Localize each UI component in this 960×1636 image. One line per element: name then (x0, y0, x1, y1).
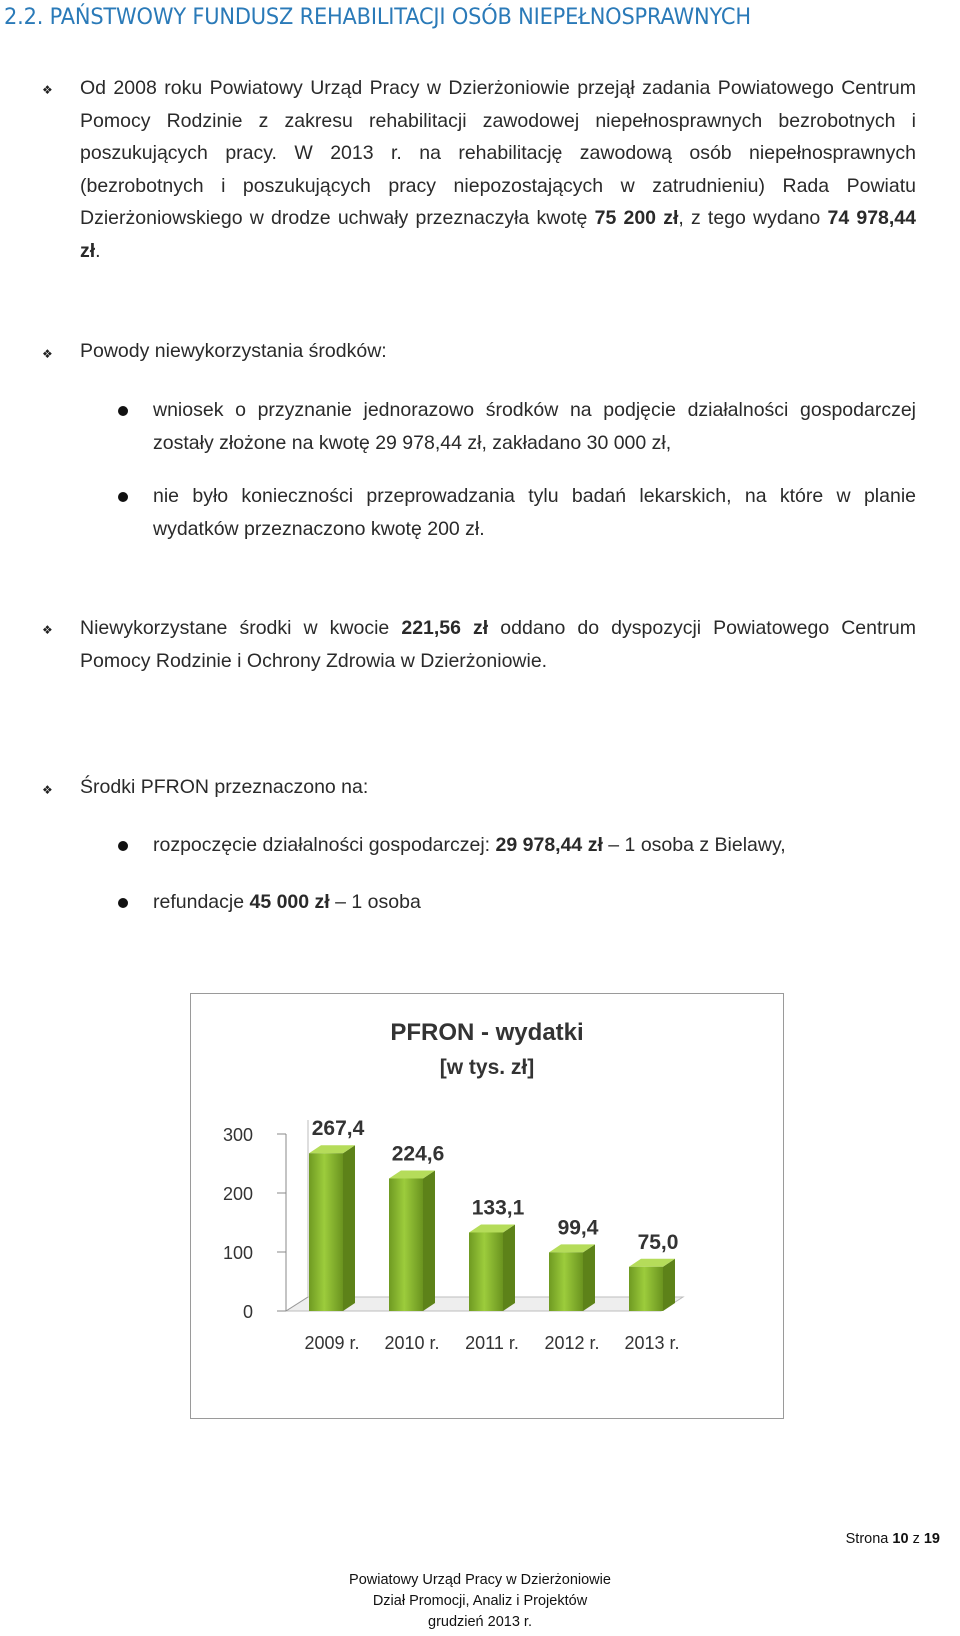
spent-amount: 74 978,44 zł (80, 207, 916, 262)
unused-text-after: oddano do dyspozycji Powiatowego Centrum Pomocy Rodzinie i Ochrony Zdrowia w Dzierżoniowie. (80, 617, 916, 672)
bar-side (343, 1145, 355, 1311)
x-tick-label: 2013 r. (624, 1333, 680, 1353)
bar-value-label: 133,1 (471, 1196, 525, 1220)
bar-side (583, 1244, 595, 1311)
bar (629, 1267, 663, 1311)
bullet-dot-icon (118, 406, 128, 416)
planned-amount: 75 200 zł (594, 207, 679, 229)
chart-subtitle: [w tys. zł] (439, 1056, 535, 1079)
x-tick-label: 2011 r. (465, 1333, 519, 1353)
allocation-title: Środki PFRON przeznaczono na: (80, 776, 369, 798)
x-axis-labels (304, 1333, 679, 1353)
intro-text-middle: , z tego wydano (678, 207, 828, 229)
bar-value-label: 267,4 (311, 1117, 365, 1141)
intro-text-end: . (95, 239, 101, 262)
diamond-bullet-icon: ❖ (42, 783, 53, 797)
footer (0, 1570, 960, 1633)
allocation-item (153, 829, 916, 862)
page-label: Strona (845, 1531, 889, 1547)
y-tick-label: 0 (242, 1302, 253, 1322)
chart-title: PFRON - wydatki (390, 1019, 584, 1046)
x-tick-label: 2012 r. (544, 1333, 600, 1353)
diamond-bullet-icon: ❖ (42, 347, 53, 361)
chart-canvas (191, 994, 783, 1418)
diamond-bullet-icon: ❖ (42, 83, 53, 97)
chart-bars (309, 1117, 678, 1311)
footer-line: Dział Promocji, Analiz i Projektów (372, 1593, 588, 1609)
allocation-prefix: refundacje (153, 891, 250, 913)
x-tick-label: 2010 r. (384, 1333, 440, 1353)
bar-value-label: 75,0 (637, 1230, 679, 1254)
intro-paragraph (80, 72, 916, 267)
footer-line: Powiatowy Urząd Pracy w Dzierżoniowie (349, 1572, 611, 1588)
bullet-dot-icon (118, 898, 128, 908)
y-tick-label: 100 (222, 1243, 253, 1263)
bullet-dot-icon (118, 841, 128, 851)
reasons-title: Powody niewykorzystania środków: (80, 340, 387, 362)
allocation-suffix: – 1 osoba z Bielawy, (602, 834, 786, 856)
bar (389, 1178, 423, 1311)
footer-line: grudzień 2013 r. (428, 1614, 532, 1630)
unused-amount: 221,56 zł (401, 617, 489, 639)
y-axis (223, 1125, 286, 1322)
allocation-amount: 45 000 zł (249, 891, 330, 913)
pfron-chart (190, 993, 784, 1419)
allocation-suffix: – 1 osoba (329, 891, 421, 913)
bar-side (423, 1170, 435, 1311)
diamond-bullet-icon: ❖ (42, 623, 53, 637)
page-total: 19 (923, 1531, 940, 1547)
bar-side (663, 1259, 675, 1311)
allocation-prefix: rozpoczęcie działalności gospodarczej: (153, 834, 496, 856)
bullet-dot-icon (118, 492, 128, 502)
section-heading: 2.2. PAŃSTWOWY FUNDUSZ REHABILITACJI OSÓB NIEPEŁNOSPRAWNYCH (4, 4, 751, 30)
bar-value-label: 224,6 (391, 1142, 445, 1166)
allocation-amount: 29 978,44 zł (495, 834, 603, 856)
unused-paragraph (80, 612, 916, 677)
y-tick-label: 200 (222, 1184, 253, 1204)
reason-item: nie było konieczności przeprowadzania tylu badań lekarskich, na które w planie wydatków przeznaczono kwotę 200 zł. (153, 485, 916, 540)
page-current: 10 (892, 1531, 909, 1547)
x-tick-label: 2009 r. (304, 1333, 360, 1353)
page-of: z (912, 1531, 920, 1547)
unused-text: Niewykorzystane środki w kwocie (80, 617, 402, 639)
bar-value-label: 99,4 (557, 1216, 599, 1240)
intro-text: Od 2008 roku Powiatowy Urząd Pracy w Dzierżoniowie przejął zadania Powiatowego Centrum Pomocy Rodzinie z zakresu rehabilitacji zawodowej niepełnosprawnych bezrobotnych i poszukujących pracy. W 2013 r. na rehabilitację zawodową osób niepełnosprawnych (bezrobotnych i poszukujących pracy niepozostających w zatrudnieniu) Rada Powiatu Dzierżoniowskiego w drodze uchwały przeznaczyła kwotę (80, 77, 916, 229)
bar (469, 1232, 503, 1311)
bar (309, 1153, 343, 1311)
page-number (846, 1531, 940, 1547)
reason-item: wniosek o przyznanie jednorazowo środków na podjęcie działalności gospodarczej zostały złożone na kwotę 29 978,44 zł, zakładano 30 000 zł, (153, 399, 916, 454)
allocation-item (153, 886, 916, 919)
y-tick-label: 300 (222, 1125, 253, 1145)
bar-side (503, 1224, 515, 1311)
bar (549, 1252, 583, 1311)
